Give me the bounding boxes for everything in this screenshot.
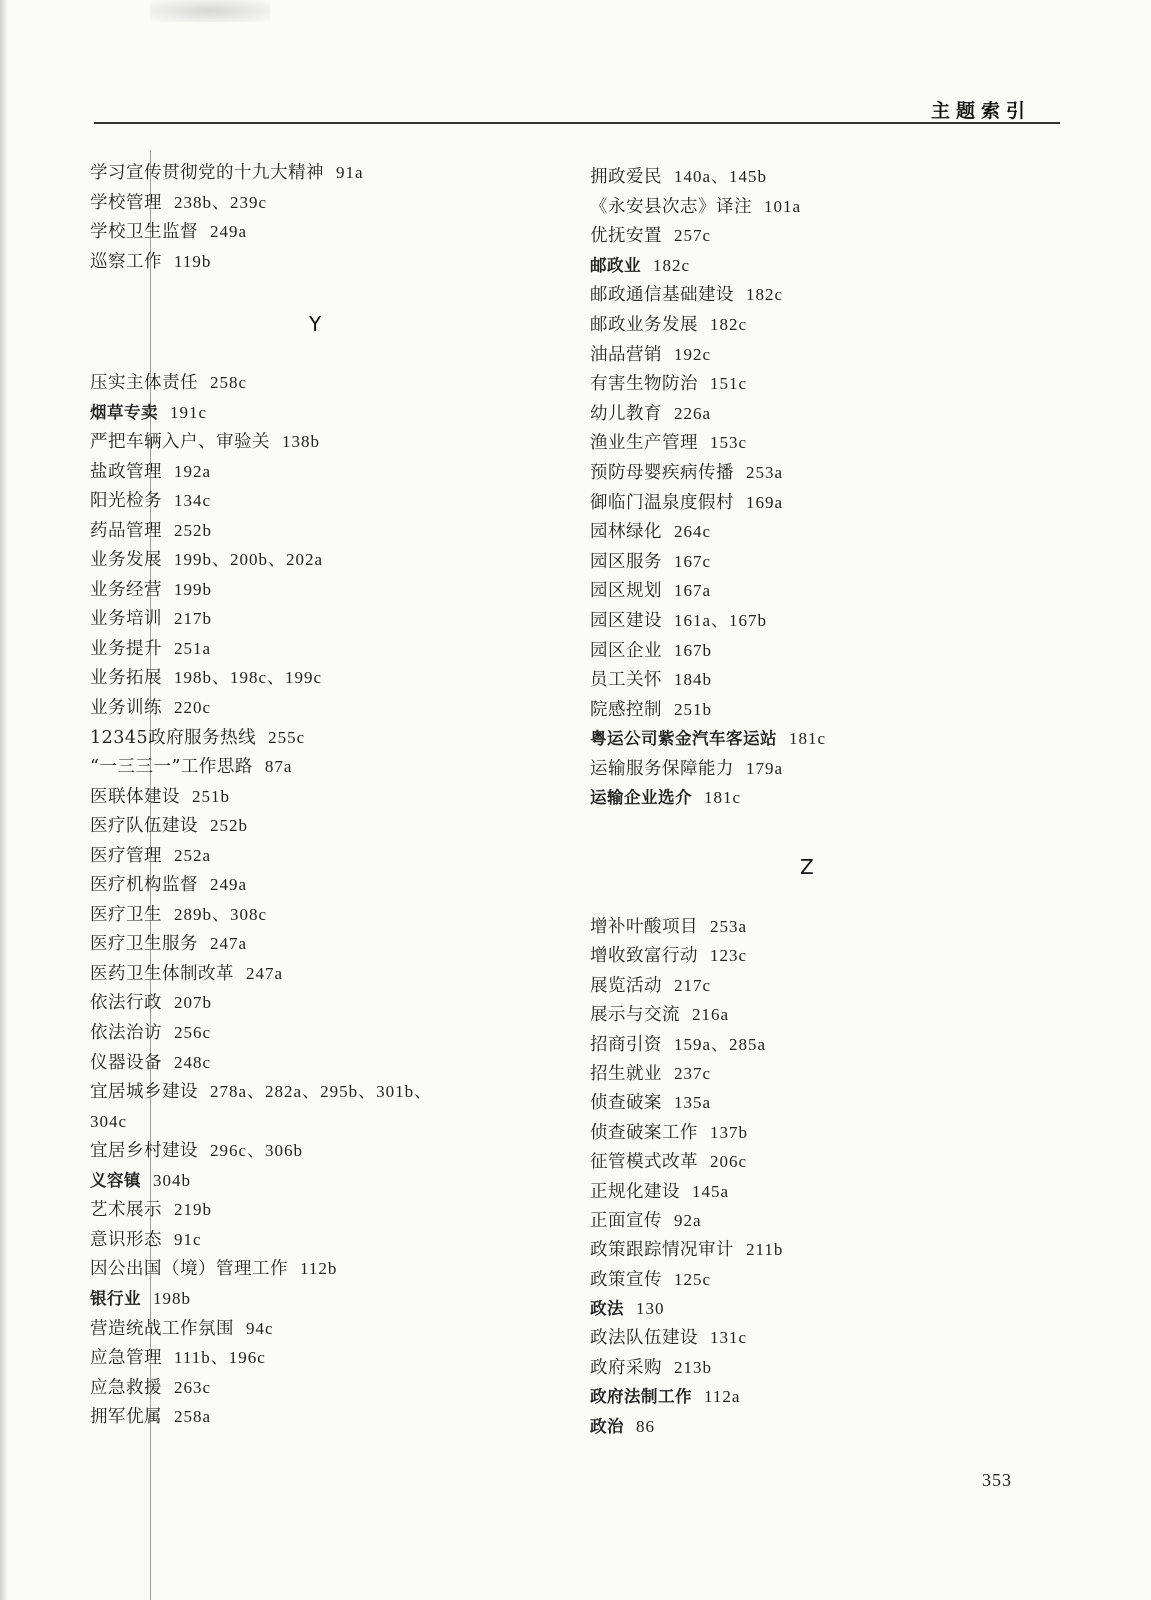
index-entry bbox=[590, 251, 1060, 281]
index-pages: 217b bbox=[174, 609, 212, 629]
index-term: 医药卫生体制改革 bbox=[90, 963, 234, 984]
index-term: 应急管理 bbox=[90, 1348, 162, 1369]
header-rule bbox=[94, 122, 1060, 124]
left-index-group-y bbox=[90, 368, 560, 1432]
index-pages: 134c bbox=[174, 491, 212, 511]
index-term: 学校卫生监督 bbox=[90, 222, 198, 243]
page-number: 353 bbox=[982, 1470, 1012, 1490]
index-entry bbox=[590, 912, 1060, 941]
index-term: 业务培训 bbox=[90, 609, 162, 630]
index-term: 政府采购 bbox=[590, 1357, 662, 1378]
index-term: 医疗机构监督 bbox=[90, 875, 198, 896]
index-entry bbox=[590, 1323, 1060, 1352]
index-pages: 145a bbox=[692, 1181, 730, 1201]
index-entry bbox=[90, 516, 560, 546]
index-pages: 257c bbox=[674, 226, 712, 246]
index-entry bbox=[90, 575, 560, 605]
index-term: 烟草专卖 bbox=[90, 402, 158, 422]
index-term: 征管模式改革 bbox=[590, 1152, 698, 1173]
index-term: 邮政通信基础建设 bbox=[590, 285, 734, 306]
index-pages: 258a bbox=[174, 1407, 212, 1427]
index-entry bbox=[590, 971, 1060, 1000]
index-term: 巡察工作 bbox=[90, 251, 162, 272]
index-term: “一三三一”工作思路 bbox=[90, 757, 253, 778]
running-header: 主题索引 bbox=[931, 100, 1032, 122]
index-pages: 198b、198c、199c bbox=[174, 668, 323, 688]
index-term: 运输服务保障能力 bbox=[590, 758, 734, 779]
index-term: 盐政管理 bbox=[90, 461, 162, 482]
index-pages: 249a bbox=[210, 222, 248, 242]
index-entry bbox=[90, 1136, 560, 1166]
index-entry bbox=[90, 1402, 560, 1432]
index-entry bbox=[90, 1048, 560, 1078]
index-term: 政策跟踪情况审计 bbox=[590, 1240, 734, 1261]
index-pages: 86 bbox=[636, 1416, 655, 1436]
index-entry bbox=[90, 1018, 560, 1048]
index-entry bbox=[590, 1235, 1060, 1264]
index-term: 医疗管理 bbox=[90, 845, 162, 866]
index-entry bbox=[90, 1077, 560, 1107]
index-entry bbox=[590, 1118, 1060, 1147]
index-entry bbox=[590, 1030, 1060, 1059]
right-index-group-y bbox=[590, 162, 1060, 813]
index-entry bbox=[90, 1343, 560, 1373]
index-pages: 140a、145b bbox=[674, 167, 768, 186]
index-pages: 167c bbox=[674, 551, 712, 571]
index-entry bbox=[90, 870, 560, 900]
index-pages: 192a bbox=[174, 461, 212, 481]
index-entry bbox=[590, 428, 1060, 458]
index-pages: 161a、167b bbox=[674, 610, 768, 630]
index-entry bbox=[90, 486, 560, 516]
index-pages: 256c bbox=[174, 1023, 212, 1043]
right-index-group-z bbox=[590, 912, 1060, 1441]
index-term: 政策宣传 bbox=[590, 1269, 662, 1290]
index-term: 园区服务 bbox=[590, 551, 662, 572]
index-entry bbox=[590, 576, 1060, 606]
index-pages: 119b bbox=[174, 251, 212, 271]
index-term: 业务拓展 bbox=[90, 668, 162, 689]
index-entry bbox=[590, 665, 1060, 695]
index-pages: 101a bbox=[764, 196, 802, 216]
index-entry bbox=[590, 1147, 1060, 1176]
index-pages: 167b bbox=[674, 640, 712, 660]
index-pages: 125c bbox=[674, 1269, 712, 1289]
index-term: 粤运公司紫金汽车客运站 bbox=[590, 729, 777, 749]
index-term: 艺术展示 bbox=[90, 1200, 162, 1221]
index-pages: 238b、239c bbox=[174, 192, 268, 212]
index-entry bbox=[590, 280, 1060, 310]
index-term: 招生就业 bbox=[590, 1063, 662, 1084]
index-pages: 91a bbox=[336, 163, 364, 182]
index-term: 严把车辆入户、审验关 bbox=[90, 432, 270, 453]
index-entry bbox=[590, 488, 1060, 518]
index-entry bbox=[90, 217, 560, 247]
index-term: 园林绿化 bbox=[590, 522, 662, 543]
index-entry bbox=[90, 368, 560, 398]
index-entry bbox=[90, 841, 560, 871]
index-term: 御临门温泉度假村 bbox=[590, 492, 734, 513]
index-pages: 130 bbox=[636, 1299, 665, 1319]
index-term: 油品营销 bbox=[590, 344, 662, 365]
index-term: 宜居城乡建设 bbox=[90, 1082, 198, 1103]
section-letter-y: Y bbox=[309, 312, 322, 336]
index-entry bbox=[590, 695, 1060, 725]
index-entry bbox=[590, 1059, 1060, 1088]
index-term: 邮政业务发展 bbox=[590, 314, 698, 335]
index-entry bbox=[90, 723, 560, 753]
index-entry bbox=[590, 1353, 1060, 1382]
index-pages: 207b bbox=[174, 993, 212, 1013]
index-entry bbox=[90, 1195, 560, 1225]
index-entry bbox=[90, 1254, 560, 1284]
index-entry bbox=[590, 310, 1060, 340]
index-term: 增补叶酸项目 bbox=[590, 917, 698, 937]
index-pages: 251b bbox=[674, 699, 712, 719]
index-pages: 304b bbox=[153, 1170, 191, 1190]
index-entry bbox=[590, 162, 1060, 192]
index-pages: 131c bbox=[710, 1328, 748, 1348]
index-term: 依法行政 bbox=[90, 993, 162, 1014]
index-pages: 252b bbox=[210, 816, 248, 836]
index-term: 有害生物防治 bbox=[590, 374, 698, 395]
index-term: 业务训练 bbox=[90, 698, 162, 719]
index-term: 12345政府服务热线 bbox=[90, 727, 257, 748]
index-pages: 263c bbox=[174, 1377, 212, 1397]
index-term: 运输企业选介 bbox=[590, 788, 692, 808]
index-term: 政治 bbox=[590, 1416, 624, 1436]
index-entry bbox=[90, 929, 560, 959]
index-pages: 253a bbox=[746, 462, 784, 482]
index-entry bbox=[590, 517, 1060, 547]
index-entry bbox=[90, 811, 560, 841]
index-pages: 226a bbox=[674, 403, 712, 423]
index-pages: 247a bbox=[210, 934, 248, 954]
index-pages: 199b、200b、202a bbox=[174, 550, 324, 570]
index-pages: 198b bbox=[153, 1288, 191, 1308]
index-entry bbox=[590, 636, 1060, 666]
index-term: 政府法制工作 bbox=[590, 1387, 692, 1407]
index-pages: 249a bbox=[210, 875, 248, 895]
index-entry bbox=[590, 1088, 1060, 1117]
index-pages: 289b、308c bbox=[174, 904, 268, 924]
index-entry bbox=[590, 941, 1060, 970]
index-entry bbox=[90, 988, 560, 1018]
index-pages: 220c bbox=[174, 698, 212, 718]
index-pages: 182c bbox=[653, 255, 691, 275]
index-pages: 219b bbox=[174, 1200, 212, 1220]
index-term: 学习宣传贯彻党的十九大精神 bbox=[90, 163, 324, 183]
index-pages: 94c bbox=[246, 1318, 274, 1338]
index-term: 业务提升 bbox=[90, 638, 162, 659]
index-term: 正面宣传 bbox=[590, 1210, 662, 1231]
index-term: 增收致富行动 bbox=[590, 946, 698, 967]
index-term: 医联体建设 bbox=[90, 786, 180, 807]
index-pages: 181c bbox=[789, 729, 827, 749]
index-term: 正规化建设 bbox=[590, 1181, 680, 1202]
index-term: 展览活动 bbox=[590, 975, 662, 996]
index-term: 院感控制 bbox=[590, 699, 662, 720]
index-pages: 123c bbox=[710, 946, 748, 966]
index-entry bbox=[90, 959, 560, 989]
index-term: 侦查破案工作 bbox=[590, 1122, 698, 1143]
index-term: 园区规划 bbox=[590, 581, 662, 602]
index-entry bbox=[590, 547, 1060, 577]
index-pages: 112a bbox=[704, 1387, 741, 1407]
index-pages: 252b bbox=[174, 520, 212, 540]
index-entry bbox=[590, 606, 1060, 636]
index-pages: 206c bbox=[710, 1152, 748, 1172]
index-term: 园区企业 bbox=[590, 640, 662, 661]
index-pages: 251a bbox=[174, 638, 212, 658]
index-pages: 211b bbox=[746, 1240, 784, 1260]
index-pages: 135a bbox=[674, 1093, 712, 1113]
index-pages: 151c bbox=[710, 374, 748, 394]
index-pages: 251b bbox=[192, 786, 230, 806]
index-term: 药品管理 bbox=[90, 520, 162, 541]
index-term: 幼儿教育 bbox=[590, 403, 662, 424]
index-term: 应急救援 bbox=[90, 1377, 162, 1398]
index-term: 员工关怀 bbox=[590, 670, 662, 691]
index-pages: 153c bbox=[710, 433, 748, 453]
index-entry bbox=[590, 1382, 1060, 1411]
index-term: 银行业 bbox=[90, 1288, 141, 1308]
index-term: 义容镇 bbox=[90, 1170, 141, 1190]
index-entry bbox=[90, 663, 560, 693]
index-pages: 92a bbox=[674, 1210, 702, 1230]
index-entry bbox=[90, 693, 560, 723]
index-term: 学校管理 bbox=[90, 192, 162, 213]
index-term: 侦查破案 bbox=[590, 1093, 662, 1114]
index-entry bbox=[90, 1284, 560, 1314]
index-entry bbox=[90, 1373, 560, 1403]
index-term: 预防母婴疾病传播 bbox=[590, 462, 734, 483]
index-term: 阳光检务 bbox=[90, 491, 162, 512]
index-entry bbox=[90, 604, 560, 634]
index-term: 意识形态 bbox=[90, 1229, 162, 1250]
index-pages: 167a bbox=[674, 581, 712, 601]
index-term: 压实主体责任 bbox=[90, 373, 198, 393]
index-term: 优抚安置 bbox=[590, 226, 662, 247]
index-pages: 181c bbox=[704, 788, 742, 808]
index-pages: 255c bbox=[268, 727, 306, 747]
index-entry bbox=[90, 247, 560, 277]
index-entry bbox=[590, 458, 1060, 488]
index-entry bbox=[90, 158, 560, 188]
index-entry bbox=[590, 340, 1060, 370]
index-pages: 184b bbox=[674, 670, 712, 690]
index-pages: 216a bbox=[692, 1005, 730, 1025]
index-pages: 137b bbox=[710, 1122, 748, 1142]
index-pages: 179a bbox=[746, 758, 784, 778]
index-entry bbox=[590, 192, 1060, 222]
index-entry bbox=[90, 545, 560, 575]
index-term: 因公出国（境）管理工作 bbox=[90, 1259, 288, 1280]
index-entry bbox=[90, 427, 560, 457]
scan-edge bbox=[0, 0, 8, 1600]
index-term: 邮政业 bbox=[590, 255, 641, 275]
index-entry bbox=[590, 1412, 1060, 1441]
index-term: 宜居乡村建设 bbox=[90, 1141, 198, 1162]
index-entry bbox=[90, 188, 560, 218]
index-pages: 91c bbox=[174, 1229, 202, 1249]
index-pages: 182c bbox=[746, 285, 784, 305]
index-pages: 247a bbox=[246, 963, 284, 983]
index-pages: 192c bbox=[674, 344, 712, 364]
index-pages: 264c bbox=[674, 522, 712, 542]
index-entry bbox=[590, 1265, 1060, 1294]
index-term: 依法治访 bbox=[90, 1023, 162, 1044]
index-entry bbox=[590, 369, 1060, 399]
section-letter-z: Z bbox=[800, 855, 814, 879]
index-pages: 159a、285a bbox=[674, 1034, 767, 1054]
scan-smudge bbox=[150, 0, 270, 22]
index-pages: 87a bbox=[264, 757, 293, 777]
index-term: 医疗卫生服务 bbox=[90, 934, 198, 955]
index-term: 业务经营 bbox=[90, 579, 162, 600]
index-entry bbox=[590, 221, 1060, 251]
index-pages: 258c bbox=[210, 373, 248, 392]
index-term: 政法队伍建设 bbox=[590, 1328, 698, 1349]
index-term: 政法 bbox=[590, 1299, 624, 1319]
index-entry bbox=[590, 399, 1060, 429]
index-entry bbox=[90, 457, 560, 487]
index-pages: 248c bbox=[174, 1052, 212, 1072]
index-entry bbox=[590, 1000, 1060, 1029]
index-entry bbox=[590, 1206, 1060, 1235]
index-entry bbox=[90, 634, 560, 664]
left-index-group-x bbox=[90, 158, 560, 276]
index-entry bbox=[590, 1294, 1060, 1323]
index-term: 园区建设 bbox=[590, 610, 662, 631]
index-term: 拥政爱民 bbox=[590, 167, 662, 187]
index-pages: 199b bbox=[174, 579, 212, 599]
index-term: 仪器设备 bbox=[90, 1052, 162, 1073]
index-term: 医疗队伍建设 bbox=[90, 816, 198, 837]
index-term: 医疗卫生 bbox=[90, 904, 162, 925]
index-pages: 182c bbox=[710, 314, 748, 334]
index-term: 营造统战工作氛围 bbox=[90, 1318, 234, 1339]
index-pages: 278a、282a、295b、301b、 bbox=[210, 1082, 433, 1102]
index-term: 渔业生产管理 bbox=[590, 433, 698, 454]
index-entry bbox=[590, 783, 1060, 813]
index-pages: 253a bbox=[710, 917, 748, 936]
index-entry bbox=[90, 752, 560, 782]
index-entry bbox=[90, 900, 560, 930]
index-entry bbox=[90, 1107, 560, 1137]
index-pages: 304c bbox=[90, 1111, 128, 1131]
index-pages: 111b、196c bbox=[174, 1348, 266, 1368]
index-pages: 191c bbox=[170, 402, 208, 422]
index-entry bbox=[90, 782, 560, 812]
index-entry bbox=[590, 1177, 1060, 1206]
index-term: 展示与交流 bbox=[590, 1005, 680, 1026]
index-entry bbox=[590, 724, 1060, 754]
index-pages: 237c bbox=[674, 1063, 712, 1083]
index-pages: 252a bbox=[174, 845, 212, 865]
index-entry bbox=[90, 1314, 560, 1344]
index-entry bbox=[590, 754, 1060, 784]
index-pages: 169a bbox=[746, 492, 784, 512]
index-term: 《永安县次志》译注 bbox=[590, 196, 752, 217]
index-term: 招商引资 bbox=[590, 1034, 662, 1055]
index-entry bbox=[90, 1225, 560, 1255]
index-pages: 217c bbox=[674, 975, 712, 995]
index-pages: 112b bbox=[300, 1259, 338, 1279]
index-pages: 138b bbox=[282, 432, 320, 452]
index-entry bbox=[90, 398, 560, 428]
index-pages: 296c、306b bbox=[210, 1141, 304, 1161]
index-term: 拥军优属 bbox=[90, 1407, 162, 1428]
index-entry bbox=[90, 1166, 560, 1196]
index-pages: 213b bbox=[674, 1357, 712, 1377]
index-term: 业务发展 bbox=[90, 550, 162, 571]
